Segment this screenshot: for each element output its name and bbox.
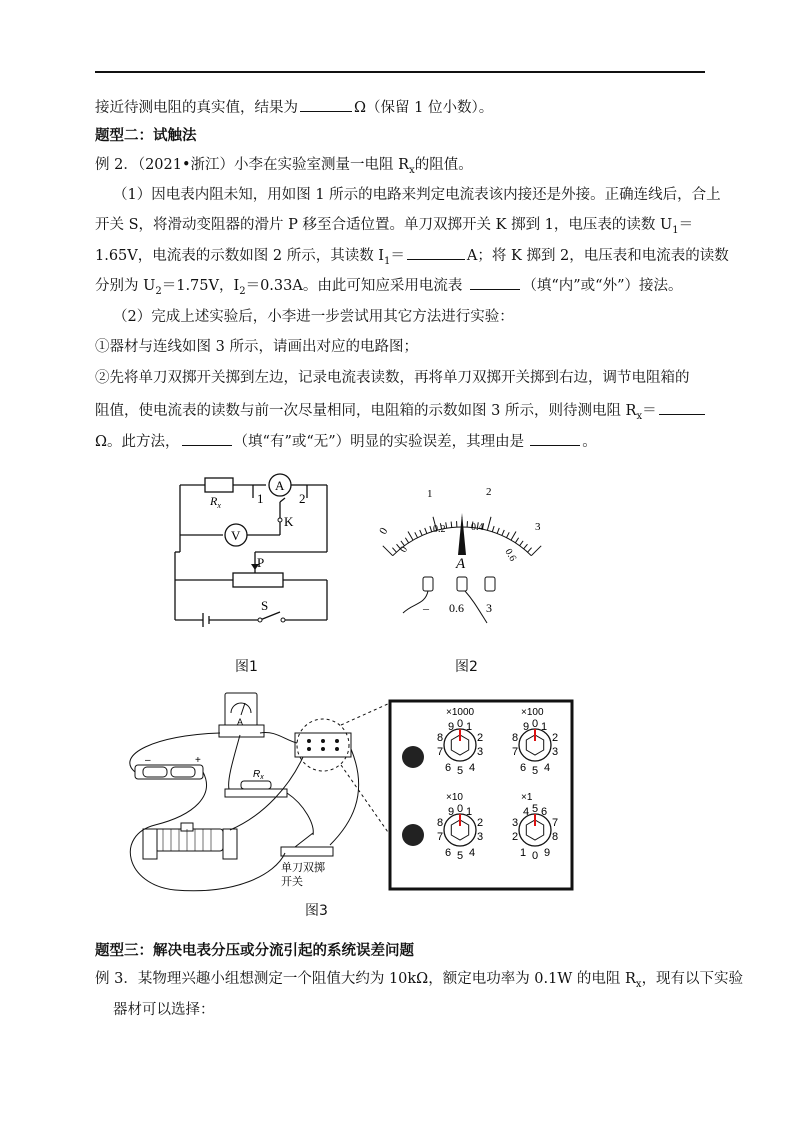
outer-tick-3: 3 [535, 521, 541, 533]
terminal-1-label: 1 [257, 491, 264, 506]
scale-tick [497, 528, 499, 534]
wire-3 [260, 732, 297, 743]
dial-digit: 5 [457, 765, 464, 777]
text: Ω（保留 1 位小数）。 [354, 100, 494, 116]
scale-tick [415, 532, 418, 537]
para-3 [95, 245, 729, 272]
text: （填“有”或“无”）明显的实验误差，其理由是 [233, 434, 525, 450]
text: 开关 S，将滑动变阻器的滑片 P 移至合适位置。单刀双掷开关 K 掷到 1，电压表的读数 U [95, 217, 673, 233]
subscript: 2 [155, 285, 162, 297]
dial-digit: 8 [437, 817, 444, 829]
para-9 [95, 431, 597, 452]
dial-multiplier: ×1000 [446, 707, 475, 718]
rx-resistor [205, 478, 233, 492]
scale-tick [492, 526, 494, 532]
subscript: 1 [384, 255, 391, 267]
scale-tick [451, 522, 452, 528]
para-6: ①器材与连线如图 3 所示，请画出对应的电路图； [95, 339, 418, 355]
para-2 [95, 215, 693, 241]
text: （填“内”或“外”）接法。 [522, 278, 683, 294]
rx-label: $R_x$ [210, 494, 221, 510]
battery-plus: + [195, 755, 201, 766]
dial-digit: 0 [532, 718, 539, 730]
figure-1-caption: 图1 [235, 659, 258, 675]
text: Ω。此方法， [95, 434, 180, 450]
dial-digit: 2 [552, 732, 559, 744]
subscript: x [636, 410, 643, 422]
subscript: x [635, 978, 642, 990]
text: ＝ [642, 403, 657, 419]
terminal-2-label: 2 [299, 491, 306, 506]
scale-tick [520, 541, 524, 546]
scale-tick [430, 526, 432, 532]
dial-digit: 3 [477, 831, 484, 843]
scale-tick [446, 522, 447, 528]
rheostat-end-left [143, 829, 157, 859]
dial-digit: 4 [469, 762, 476, 774]
apparatus-ammeter-label: A [237, 717, 244, 727]
dial-digit: 9 [448, 806, 455, 818]
header-rule [95, 71, 705, 73]
answer-blank[interactable] [659, 400, 705, 415]
figure-3-caption: 图3 [305, 903, 328, 919]
scale-tick [515, 538, 518, 543]
terminal-bottom[interactable] [402, 824, 424, 846]
dial-digit: 2 [512, 831, 519, 843]
dial-digit: 3 [477, 746, 484, 758]
rheostat-end-right [223, 829, 237, 859]
dial-digit: 9 [523, 721, 530, 733]
dial-digit: 0 [457, 803, 464, 815]
text: ，现有以下实验 [641, 971, 744, 987]
dial-digit: 2 [477, 732, 484, 744]
dial-digit: 9 [544, 847, 551, 859]
meter-unit-label: A [456, 556, 466, 572]
text-line-1 [95, 97, 493, 118]
text: 例 3．某物理兴趣小组想测定一个阻值大约为 10kΩ，额定电功率为 0.1W 的电阻 R [95, 971, 636, 987]
switch-k-label: K [284, 514, 294, 529]
dial-digit: 5 [532, 803, 539, 815]
switch-label-line-1: 单刀双掷 [281, 862, 325, 874]
dial-digit: 4 [544, 762, 551, 774]
dial-digit: 3 [552, 746, 559, 758]
section-heading-3: 题型三：解决电表分压或分流引起的系统误差问题 [95, 943, 414, 959]
switch-base [281, 847, 333, 856]
battery-minus: – [145, 755, 151, 766]
figure-1-circuit [165, 470, 340, 635]
text: 分别为 U [95, 278, 156, 294]
wire-0-6 [465, 591, 487, 623]
wire-5 [287, 793, 313, 835]
text: A；将 K 掷到 2，电压表和电流表的读数 [466, 248, 729, 264]
section-heading-2: 题型二：试触法 [95, 128, 197, 144]
terminal-label-3: 3 [486, 601, 492, 615]
para-7: ②先将单刀双掷开关掷到左边，记录电流表读数，再将单刀双掷开关掷到右边，调节电阻箱的 [95, 370, 690, 386]
dial-digit: 7 [512, 746, 519, 758]
figure-3-apparatus [115, 685, 575, 915]
inner-tick-3: 0.6 [502, 547, 519, 564]
answer-blank[interactable] [530, 431, 580, 446]
ammeter-label: A [275, 478, 285, 493]
wire-4 [229, 735, 240, 789]
dial-digit: 5 [457, 850, 464, 862]
wire-6 [330, 749, 359, 845]
meter-needle [458, 513, 466, 555]
dial-digit: 3 [512, 817, 519, 829]
scale-tick [524, 544, 528, 549]
answer-blank[interactable] [470, 275, 520, 290]
text: 1.65V，电流表的示数如图 2 所示，其读数 I [95, 248, 385, 264]
figure-2-ammeter [365, 475, 555, 630]
example-3-title [95, 969, 743, 995]
subscript: x [409, 164, 415, 176]
terminal-3[interactable] [485, 577, 495, 591]
scale-tick [420, 530, 422, 535]
dial-digit: 8 [512, 732, 519, 744]
dial-digit: 1 [541, 721, 548, 733]
dial-digit: 8 [552, 831, 559, 843]
text: ＝ [390, 248, 405, 264]
scale-tick [392, 548, 396, 552]
text: 例 2．（2021•浙江）小李在实验室测量一电阻 R [95, 157, 410, 173]
terminal-label-minus: – [423, 601, 429, 615]
switch-label-line-2: 开关 [281, 876, 303, 888]
figure-2-caption: 图2 [455, 659, 478, 675]
inner-tick-2: 0.4 [471, 522, 484, 533]
subscript: 1 [672, 224, 679, 236]
dial-digit: 9 [448, 721, 455, 733]
dial-digit: 4 [523, 806, 530, 818]
text: ＝0.33A。由此可知应采用电流表 [245, 278, 463, 294]
terminal-label-0-6: 0.6 [449, 601, 464, 615]
para-1: （1）因电表内阻未知，用如图 1 所示的电路来判定电流表该内接还是外接。正确连线后，合上 [113, 187, 721, 203]
scale-tick [531, 546, 541, 556]
dial-digit: 1 [466, 721, 473, 733]
dial-digit: 7 [437, 831, 444, 843]
dial-digit: 1 [520, 847, 527, 859]
dial-digit: 6 [445, 847, 452, 859]
dial-digit: 6 [445, 762, 452, 774]
scale-tick [506, 532, 509, 537]
apparatus-rx-label: $R_x$ [253, 769, 264, 781]
text: 。 [582, 434, 597, 450]
scale-tick [401, 541, 405, 546]
resistance-box-small [295, 733, 351, 757]
para-10: 器材可以选择： [113, 1002, 215, 1018]
terminal-top[interactable] [402, 746, 424, 768]
text: 接近待测电阻的真实值，结果为 [95, 100, 298, 116]
rx-body [241, 781, 271, 789]
inner-tick-0: 0 [398, 544, 411, 555]
dial-digit: 8 [437, 732, 444, 744]
dial-digit: 5 [532, 765, 539, 777]
scale-tick [511, 531, 516, 540]
dial-multiplier: ×10 [446, 792, 463, 803]
dial-digit: 7 [437, 746, 444, 758]
dial-multiplier: ×100 [521, 707, 544, 718]
dial-digit: 0 [532, 850, 539, 862]
para-4 [95, 275, 683, 302]
answer-blank[interactable] [300, 97, 352, 112]
scale-tick [528, 548, 532, 552]
dial-digit: 0 [457, 718, 464, 730]
outer-tick-1: 1 [427, 488, 433, 500]
slider-p-label: P [257, 555, 265, 570]
scale-tick [408, 531, 413, 540]
text: ＝ [678, 217, 694, 233]
dial-digit: 2 [477, 817, 484, 829]
scale-tick [383, 546, 393, 556]
dial-digit: 6 [520, 762, 527, 774]
scale-tick [502, 530, 504, 535]
text: 阻值，使电流表的读数与前一次尽量相同，电阻箱的示数如图 3 所示，则待测电阻 R [95, 403, 637, 419]
dial-digit: 1 [466, 806, 473, 818]
inner-tick-1: 0.2 [433, 524, 446, 535]
example-2-title [95, 155, 473, 181]
scale-tick [425, 528, 427, 534]
answer-blank[interactable] [182, 431, 232, 446]
rheostat-coil [155, 829, 223, 851]
answer-blank[interactable] [407, 245, 465, 260]
dial-digit: 7 [552, 817, 559, 829]
para-8 [95, 400, 707, 427]
para-5: （2）完成上述实验后，小李进一步尝试用其它方法进行实验： [113, 309, 514, 325]
outer-tick-2: 2 [486, 486, 492, 498]
dial-multiplier: ×1 [521, 792, 533, 803]
dial-digit: 6 [541, 806, 548, 818]
terminal-minus[interactable] [423, 577, 433, 591]
switch-s-label: S [261, 598, 269, 613]
text: 的阻值。 [414, 157, 473, 173]
outer-tick-0: 0 [377, 525, 391, 537]
rheostat [233, 573, 283, 587]
scale-tick [487, 517, 491, 531]
dial-digit: 4 [469, 847, 476, 859]
subscript: 2 [239, 285, 246, 297]
text: ＝1.75V，I [161, 278, 240, 294]
terminal-0-6[interactable] [457, 577, 467, 591]
voltmeter-label: V [231, 528, 241, 543]
scale-tick [405, 538, 408, 543]
